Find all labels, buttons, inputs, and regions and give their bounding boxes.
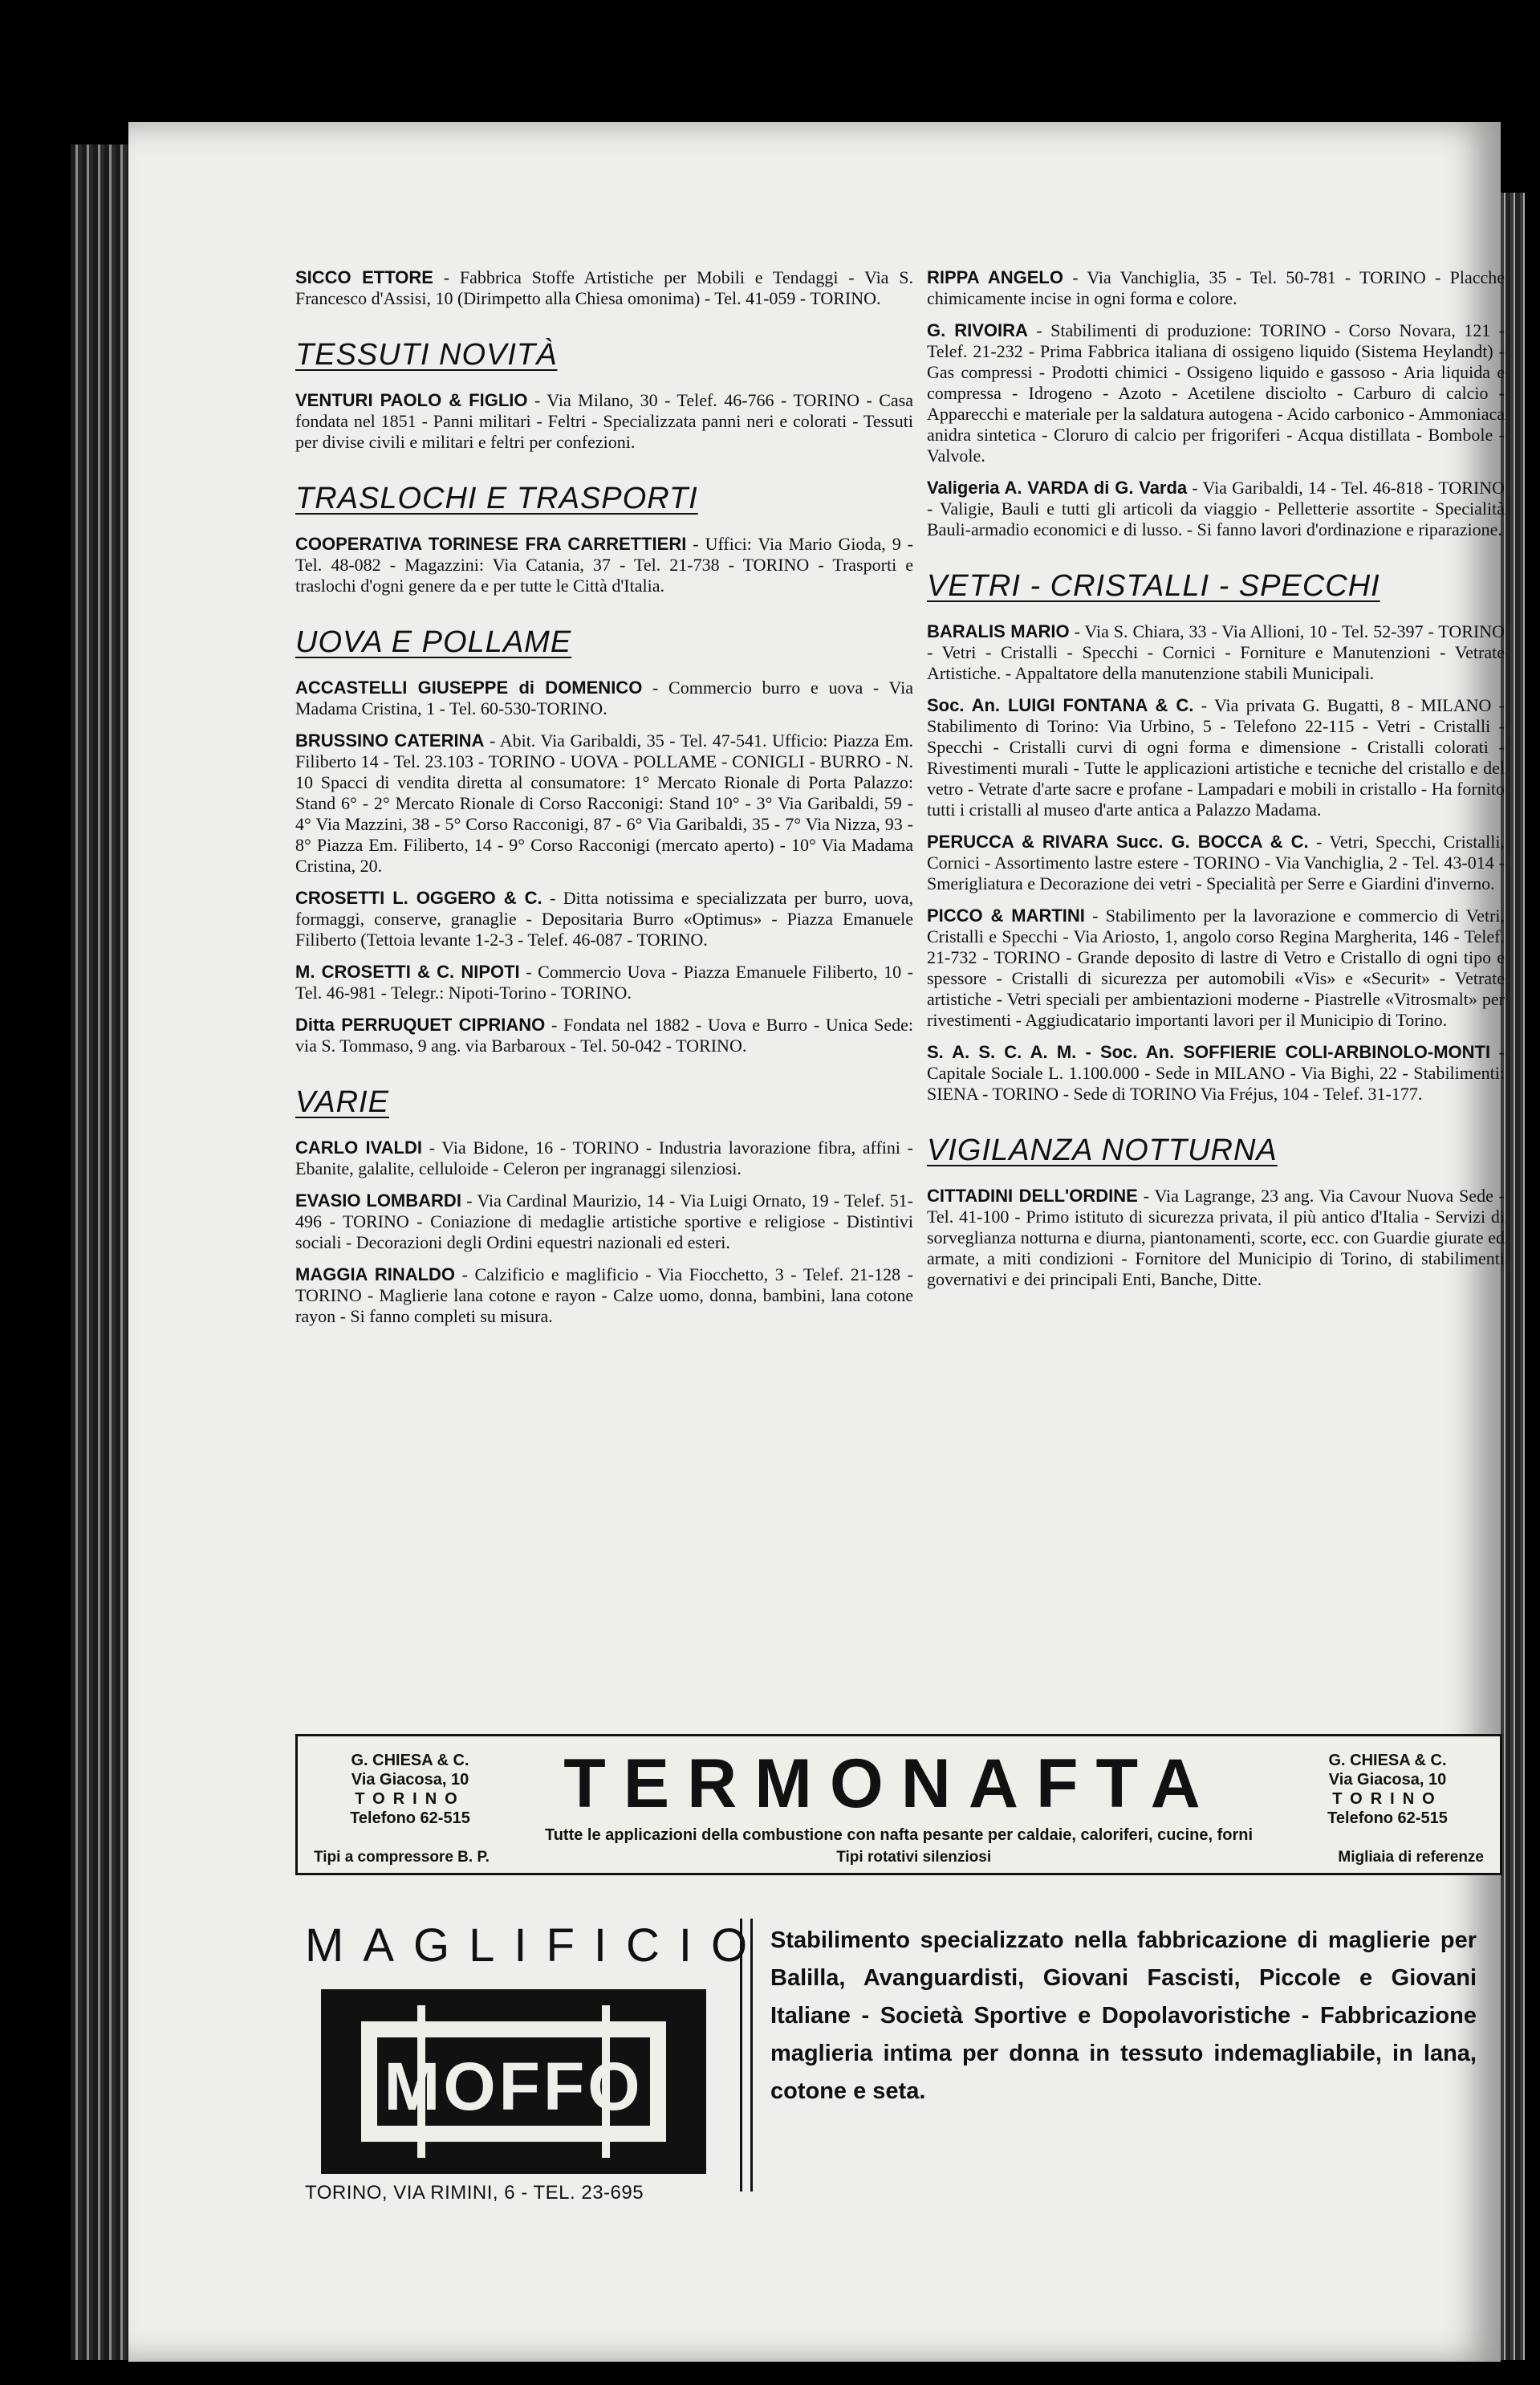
address-line: Via Giacosa, 10 — [1328, 1771, 1447, 1789]
entry-text: - Fondata nel 1882 - Uova e Burro - Unica Sede: via S. Tommaso, 9 ang. via Barbaroux - Tel. 50-042 - TORINO. — [295, 1015, 913, 1056]
entry-name: Ditta PERRUQUET CIPRIANO — [295, 1015, 546, 1035]
entry-text: - Calzificio e maglificio - Via Fiocchetto, 3 - Telef. 21-128 - TORINO - Maglierie lana cotone e rayon - Calze uomo, donna, bambini, lana cotone rayon - Si fanno completi su misura. — [295, 1264, 914, 1326]
moffo-address: TORINO, VIA RIMINI, 6 - TEL. 23-695 — [305, 2182, 644, 2204]
address-line: G. CHIESA & C. — [1328, 1752, 1447, 1769]
entry-text: - Capitale Sociale L. 1.100.000 - Sede in MILANO - Via Bighi, 22 - Stabilimenti: SIENA - TORINO - Sede di TORINO Via Fréjus, 104 - Telef. 31-177. — [927, 1042, 1505, 1104]
entry-name: PICCO & MARTINI — [927, 906, 1085, 926]
moffo-logo-text: MOFFO — [384, 2049, 644, 2124]
termonafta-ad — [295, 1734, 1502, 1875]
entry-name: BRUSSINO CATERINA — [295, 731, 485, 751]
entry-text: - Via Bidone, 16 - TORINO - Industria lavorazione fibra, affini - Ebanite, galalite, celluloide - Celeron per ingranaggi silenziosi. — [295, 1138, 914, 1178]
address-line: TORINO — [1332, 1790, 1443, 1808]
entry-text: - Fabbrica Stoffe Artistiche per Mobili e Tendaggi - Via S. Francesco d'Assisi, 10 (Dirimpetto alla Chiesa omonima) - Tel. 41-059 - TORINO. — [295, 267, 913, 308]
directory-entry — [295, 1138, 913, 1179]
right-column — [927, 267, 1505, 1301]
entry-text: - Via Garibaldi, 14 - Tel. 46-818 - TORINO - Valigie, Bauli e tutti gli articoli da viaggio - Pelletterie assortite - Specialità Bauli-armadio economici e di lusso. - Si fanno lavori d'ordinazione e riparazione. — [927, 478, 1505, 539]
directory-entry — [927, 695, 1505, 820]
section-heading: VARIE — [295, 1085, 389, 1119]
entry-name: SICCO ETTORE — [295, 267, 433, 287]
entry-name: PERUCCA & RIVARA Succ. G. BOCCA & C. — [927, 832, 1309, 852]
directory-entry — [295, 678, 913, 719]
entry-name: EVASIO LOMBARDI — [295, 1190, 461, 1211]
moffo-description: Stabilimento specializzato nella fabbricazione di maglierie per Balilla, Avanguardisti, Giovani Fascisti, Piccole e Giovani Italiane - Società Sportive e Dopolavoristiche - Fabbricazione maglieria intima per donna in tessuto indemagliabile, in lana, cotone e seta. — [770, 1927, 1477, 2104]
moffo-divider — [740, 1919, 753, 2192]
entry-text: - Via S. Chiara, 33 - Via Allioni, 10 - Tel. 52-397 - TORINO - Vetri - Cristalli - Specchi - Cornici - Forniture e Manutenzioni - Vetrate Artistiche. - Appaltatore della manutenzione stabili Municipali. — [927, 621, 1505, 683]
entry-name: CROSETTI L. OGGERO & C. — [295, 888, 542, 908]
termonafta-brand: TERMONAFTA — [563, 1745, 1218, 1822]
entry-name: Soc. An. LUIGI FONTANA & C. — [927, 695, 1194, 715]
directory-entry — [295, 888, 913, 950]
directory-entry — [927, 832, 1505, 894]
directory-entry — [927, 320, 1505, 466]
termonafta-address-left — [314, 1751, 506, 1828]
entry-name: M. CROSETTI & C. NIPOTI — [295, 962, 520, 982]
left-column — [295, 267, 913, 1338]
entry-text: - Via Cardinal Maurizio, 14 - Via Luigi Ornato, 19 - Telef. 51-496 - TORINO - Coniazione di medaglie artistiche sportive e religiose - Distintivi sociali - Decorazioni degli Ordini equestri nazionali ed esteri. — [295, 1190, 914, 1252]
termonafta-footer-right: Migliaia di referenze — [1338, 1849, 1484, 1866]
address-line: Via Giacosa, 10 — [351, 1771, 469, 1789]
section-heading: TRASLOCHI E TRASPORTI — [295, 482, 698, 515]
entry-name: S. A. S. C. A. M. - Soc. An. SOFFIERIE COLI-ARBINOLO-MONTI — [927, 1042, 1491, 1062]
entry-name: BARALIS MARIO — [927, 621, 1070, 641]
directory-entry — [295, 390, 913, 453]
entry-text: - Vetri, Specchi, Cristalli, Cornici - Assortimento lastre estere - TORINO - Via Vanchiglia, 2 - Tel. 43-014 - Smerigliatura e Decorazione dei vetri - Specialità per Serre e Giardini d'inverno. — [927, 832, 1505, 893]
directory-entry — [295, 534, 913, 596]
address-line: G. CHIESA & C. — [351, 1752, 469, 1769]
entry-text: - Abit. Via Garibaldi, 35 - Tel. 47-541. Ufficio: Piazza Em. Filiberto 14 - Tel. 23.103 - TORINO - UOVA - POLLAME - CONIGLI - BURRO - N. 10 Spacci di vendita diretta al consumatore: 1° Mercato Rionale di Porta Palazzo: Stand 6° - 2° Mercato Rionale di Corso Racconigi: Stand 10° - 3° Via Garibaldi, 59 - 4° Via Mazzini, 38 - 5° Corso Racconigi, 87 - 6° Via Garibaldi, 35 - 7° Via Nizza, 93 - 8° Piazza Em. Filiberto, 14 - 9° Corso Racconigi (mercato aperto) - 10° Via Madama Cristina, 20. — [295, 731, 914, 876]
termonafta-footer-left: Tipi a compressore B. P. — [314, 1849, 490, 1866]
entry-text: - Commercio Uova - Piazza Emanuele Filiberto, 10 - Tel. 46-981 - Telegr.: Nipoti-Torino - TORINO. — [295, 962, 913, 1003]
entry-text: - Via Milano, 30 - Telef. 46-766 - TORINO - Casa fondata nel 1851 - Panni militari - Feltri - Specializzata panni neri e colorati - Tessuti per divise civili e militari e feltri per confezioni. — [295, 390, 913, 452]
directory-entry — [927, 1042, 1505, 1105]
directory-entry — [295, 1190, 913, 1253]
entry-text: - Via privata G. Bugatti, 8 - MILANO - Stabilimento di Torino: Via Urbino, 5 - Telefono 22-115 - Vetri - Cristalli - Specchi - Cristalli curvi di ogni forma e dimensione - Cristalli colorati - Rivestimenti murali - Tutte le applicazioni artistiche e tecniche del cristallo e del vetro - Vetrate d'arte sacre e profane - Lampadari e mobili in cristallo - Ha fornito tutti i cristalli al museo d'arte antica a Palazzo Madama. — [927, 695, 1505, 820]
termonafta-tagline: Tutte le applicazioni della combustione con nafta pesante per caldaie, caloriferi, cucine, forni — [544, 1826, 1254, 1844]
entry-name: RIPPA ANGELO — [927, 267, 1063, 287]
entry-name: CITTADINI DELL'ORDINE — [927, 1186, 1138, 1206]
entry-text: - Via Lagrange, 23 ang. Via Cavour Nuova Sede - Tel. 41-100 - Primo istituto di sicurezza privata, il più antico d'Italia - Servizi di sorveglianza notturna e diurna, piantonamenti, scorte, ecc. con Guardie giurate ed armate, a miti condizioni - Fornitore del Municipio di Torino, di stabilimenti governativi e dei principali Enti, Banche, Ditte. — [927, 1186, 1505, 1289]
maglificio-moffo-ad — [289, 1919, 1493, 2224]
termonafta-footer-mid: Tipi rotativi silenziosi — [836, 1849, 992, 1866]
address-line: Telefono 62-515 — [1327, 1809, 1448, 1827]
scan-top-border — [0, 0, 1540, 122]
directory-entry — [295, 1264, 913, 1327]
entry-name: COOPERATIVA TORINESE FRA CARRETTIERI — [295, 534, 687, 554]
entry-name: ACCASTELLI GIUSEPPE di DOMENICO — [295, 678, 643, 698]
moffo-logo — [321, 1989, 706, 2174]
directory-entry — [927, 621, 1505, 684]
book-edge — [71, 144, 128, 2360]
entry-text: - Stabilimento per la lavorazione e commercio di Vetri, Cristalli e Specchi - Via Ariosto, 1, angolo corso Regina Margherita, 146 - Telef. 21-732 - TORINO - Grande deposito di lastre di Vetro e Cristallo di ogni tipo e spessore - Cristalli di sicurezza per automobili «Vis» e «Securit» - Vetrate artistiche - Vetri speciali per ambientazioni moderne - Piastrelle «Vitrosmalt» per rivestimenti - Aggiudicatario importanti lavori per il Municipio di Torino. — [927, 906, 1505, 1030]
section-heading: VETRI - CRISTALLI - SPECCHI — [927, 569, 1380, 603]
directory-entry — [927, 478, 1505, 540]
address-line: TORINO — [355, 1790, 465, 1808]
section-heading: TESSUTI NOVITÀ — [295, 338, 558, 372]
entry-text: - Ditta notissima e specializzata per burro, uova, formaggi, conserve, granaglie - Depositaria Burro «Optimus» - Piazza Emanuele Filiberto (Tettoia levante 1-2-3 - Telef. 46-087 - TORINO. — [295, 888, 914, 950]
entry-text: - Uffici: Via Mario Gioda, 9 - Tel. 48-082 - Magazzini: Via Catania, 37 - Tel. 21-738 - TORINO - Trasporti e traslochi d'ogni genere da e per tutte le Città d'Italia. — [295, 534, 914, 596]
section-heading: VIGILANZA NOTTURNA — [927, 1133, 1278, 1167]
directory-entry — [295, 731, 913, 877]
entry-text: - Via Vanchiglia, 35 - Tel. 50-781 - TORINO - Placche chimicamente incise in ogni forma e colore. — [927, 267, 1505, 308]
entry-text: - Stabilimenti di produzione: TORINO - Corso Novara, 121 - Telef. 21-232 - Prima Fabbrica italiana di ossigeno liquido (Sistema Heylandt) - Gas compressi - Prodotti chimici - Ossigeno liquido e gassoso - Aria liquida e compressa - Idrogeno - Azoto - Acetilene disciolto - Carburo di calcio - Apparecchi e materiale per la saldatura autogena - Acido carbonico - Ammoniaca anidra sintetica - Cloruro di calcio per frigoriferi - Acqua distillata - Bombole - Valvole. — [927, 320, 1505, 466]
termonafta-footer — [314, 1849, 1484, 1866]
entry-name: G. RIVOIRA — [927, 320, 1028, 340]
directory-entry — [295, 267, 913, 309]
entry-name: VENTURI PAOLO & FIGLIO — [295, 390, 528, 410]
maglificio-heading: MAGLIFICIO — [305, 1919, 767, 1972]
entry-name: MAGGIA RINALDO — [295, 1264, 456, 1284]
termonafta-address-right — [1291, 1751, 1484, 1828]
directory-entry — [927, 267, 1505, 309]
address-line: Telefono 62-515 — [350, 1809, 470, 1827]
directory-entry — [927, 906, 1505, 1031]
directory-entry — [927, 1186, 1505, 1290]
entry-name: Valigeria A. VARDA di G. Varda — [927, 478, 1188, 498]
directory-entry — [295, 962, 913, 1003]
section-heading: UOVA E POLLAME — [295, 625, 572, 659]
directory-entry — [295, 1015, 913, 1056]
entry-text: - Commercio burro e uova - Via Madama Cristina, 1 - Tel. 60-530-TORINO. — [295, 678, 914, 718]
entry-name: CARLO IVALDI — [295, 1138, 422, 1158]
